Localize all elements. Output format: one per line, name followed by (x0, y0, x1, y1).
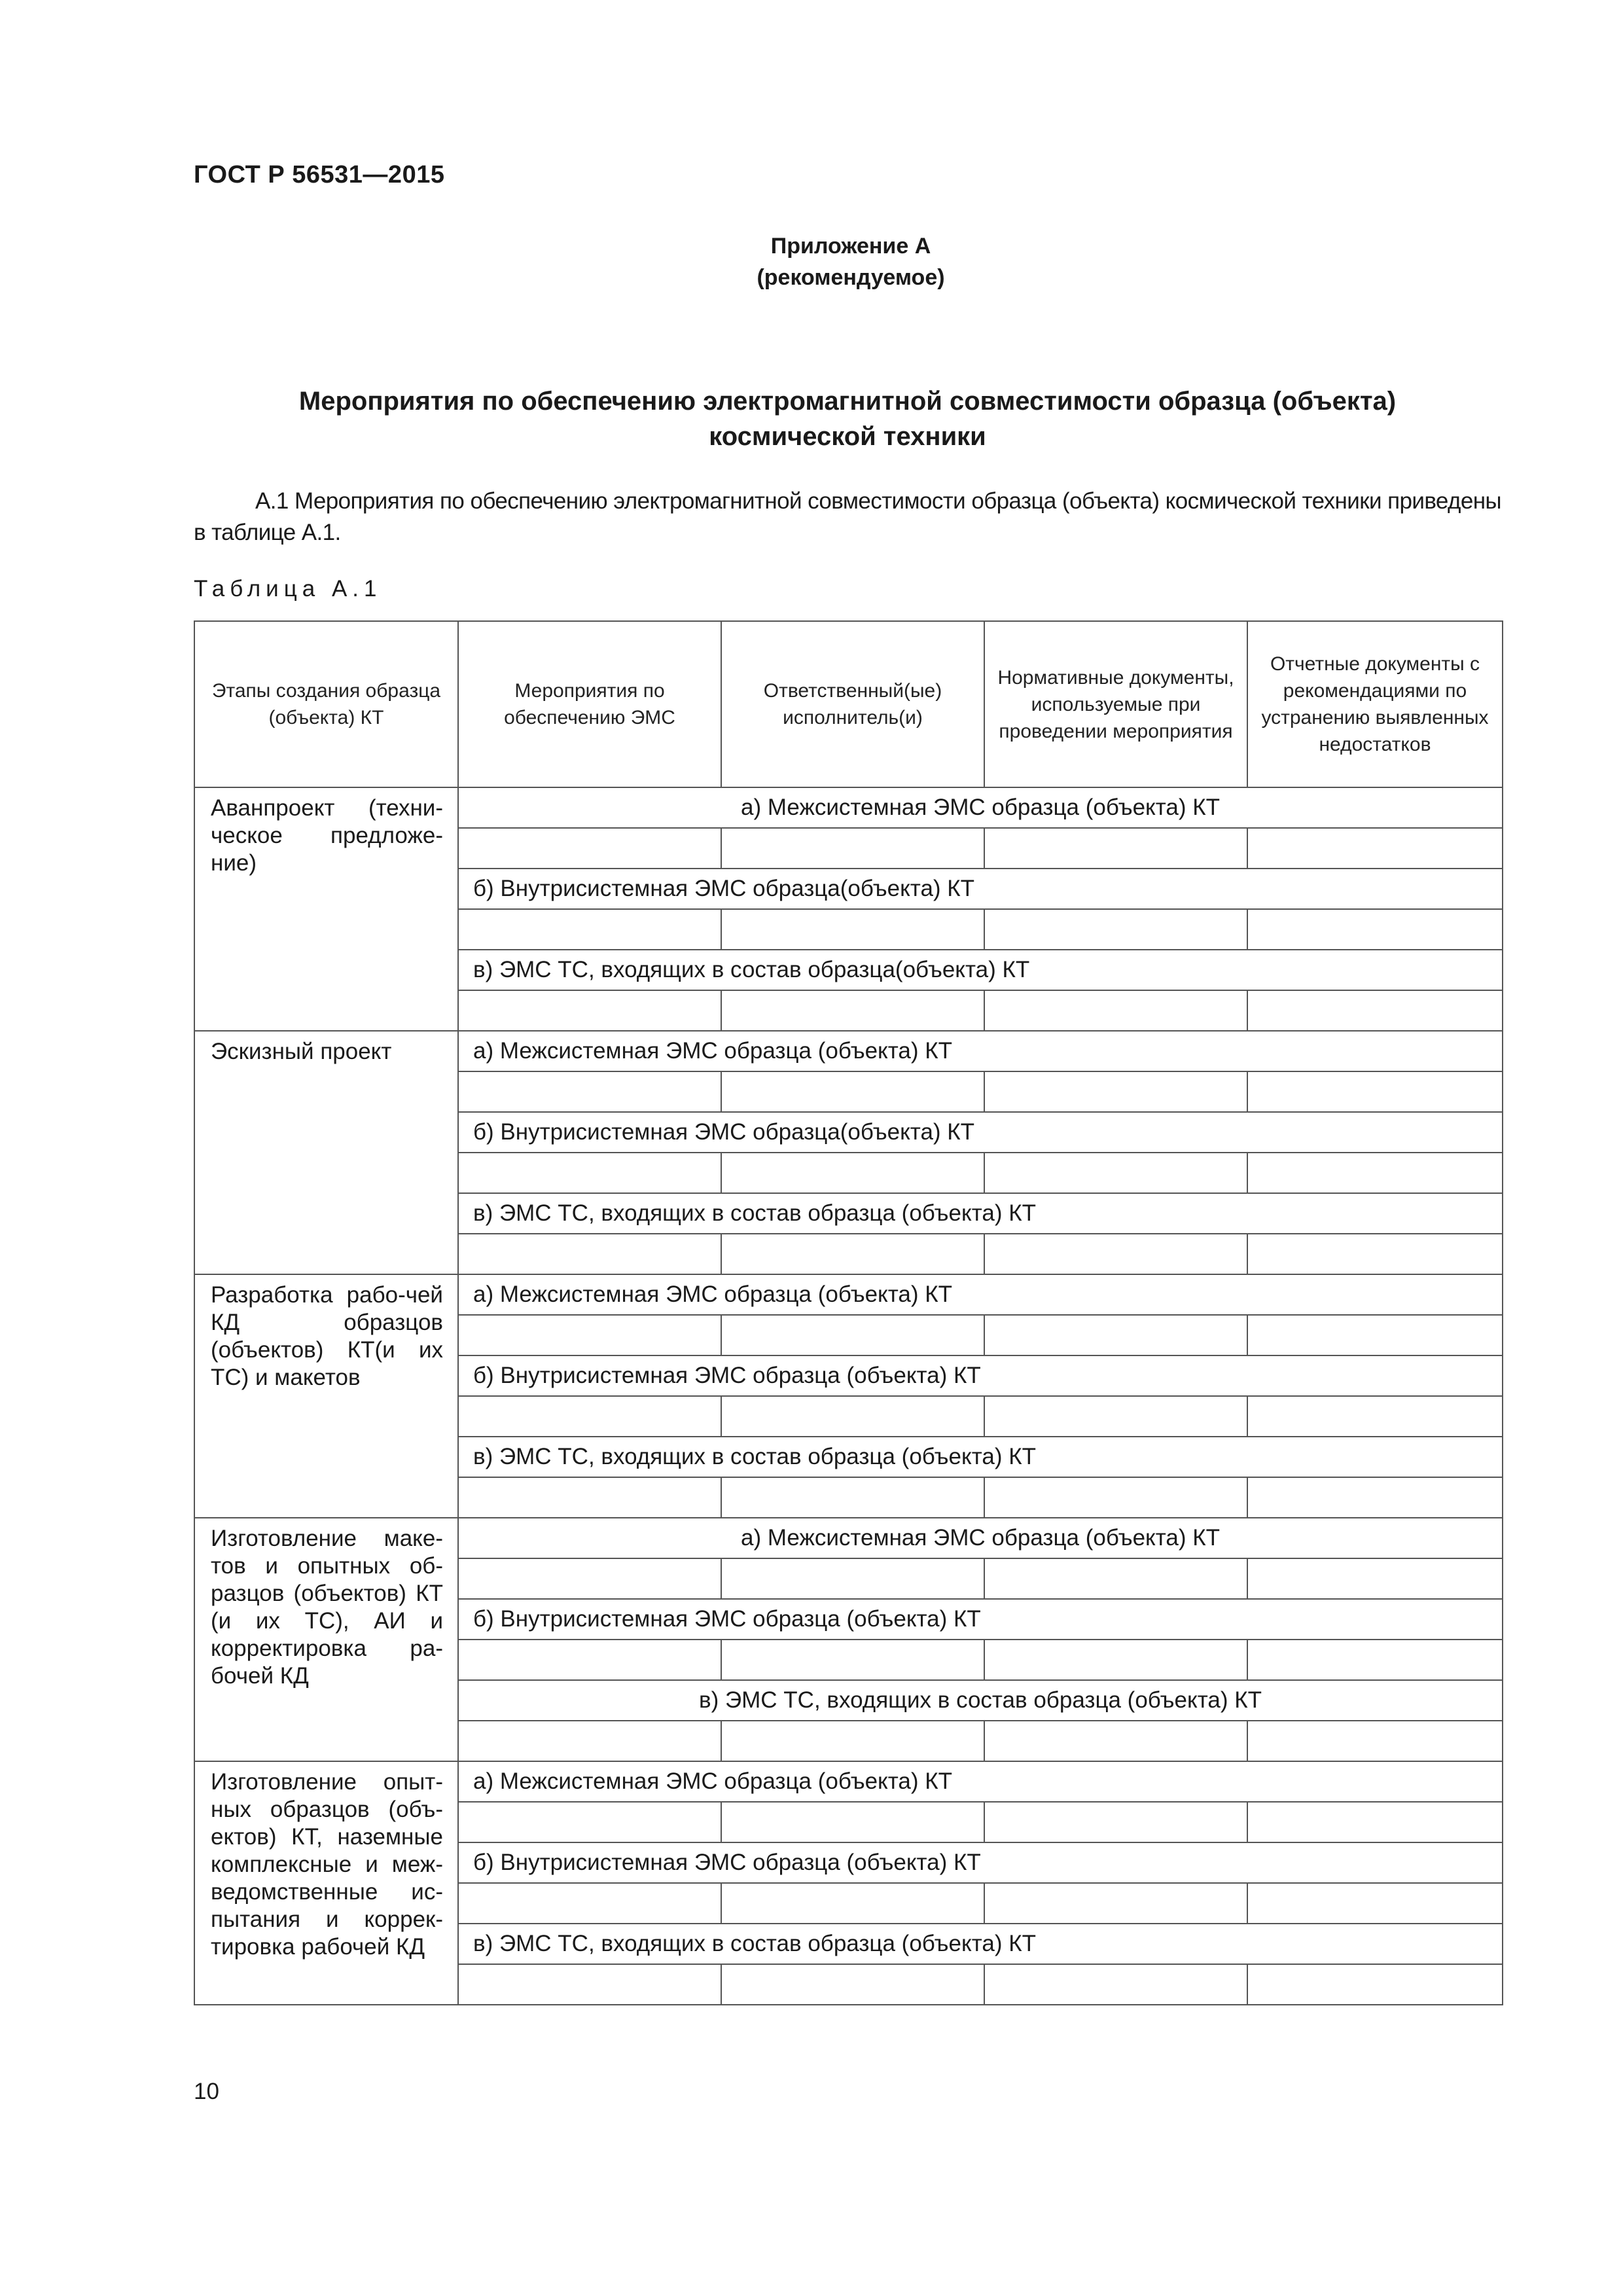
section-heading: а) Межсистемная ЭМС образца (объекта) КТ (458, 1031, 1503, 1071)
document-code: ГОСТ Р 56531—2015 (194, 161, 445, 188)
empty-cell (1247, 1802, 1503, 1842)
empty-cell (984, 1721, 1247, 1761)
empty-cell (458, 1640, 721, 1680)
stage-name: Изготовление опыт-ных образцов (объ-ектов) КТ, наземные комплексные и меж-ведомственные ис-пытания и коррек-тировка рабочей КД (211, 1769, 443, 1960)
empty-cell (984, 1477, 1247, 1518)
stage-cell (194, 1518, 458, 1761)
section-heading: а) Межсистемная ЭМС образца (объекта) КТ (458, 1274, 1503, 1315)
empty-cell (721, 1640, 984, 1680)
empty-cell (1247, 1883, 1503, 1924)
section-heading: в) ЭМС ТС, входящих в состав образца (объекта) КТ (458, 1193, 1503, 1234)
section-row (194, 1761, 1503, 1802)
empty-cell (721, 1964, 984, 2005)
empty-cell (1247, 1153, 1503, 1193)
empty-cell (1247, 1315, 1503, 1355)
section-row (194, 1518, 1503, 1558)
section-heading: в) ЭМС ТС, входящих в состав образца (объекта) КТ (458, 1437, 1503, 1477)
empty-cell (1247, 990, 1503, 1031)
empty-cell (1247, 1558, 1503, 1599)
annex-status: (рекомендуемое) (757, 265, 945, 290)
empty-cell (458, 1396, 721, 1437)
empty-cell (984, 990, 1247, 1031)
empty-cell (1247, 1071, 1503, 1112)
stage-name: Эскизный проект (211, 1039, 392, 1064)
empty-cell (458, 909, 721, 950)
empty-cell (984, 1802, 1247, 1842)
empty-cell (1247, 828, 1503, 869)
table-header-row (194, 621, 1503, 787)
empty-cell (1247, 1640, 1503, 1680)
empty-cell (721, 1153, 984, 1193)
document-title (194, 384, 1501, 454)
empty-cell (721, 909, 984, 950)
empty-cell (458, 1153, 721, 1193)
title-line-2: космической техники (709, 422, 986, 451)
empty-cell (721, 1315, 984, 1355)
empty-cell (984, 1071, 1247, 1112)
empty-cell (458, 1964, 721, 2005)
stage-name: Аванпроект (техни-ческое предложе-ние) (211, 795, 443, 876)
annex-title: Приложение А (770, 234, 931, 259)
empty-cell (721, 1721, 984, 1761)
empty-cell (458, 1071, 721, 1112)
section-heading: б) Внутрисистемная ЭМС образца (объекта) КТ (458, 1355, 1503, 1396)
column-header-responsible: Ответственный(ые) исполнитель(и) (721, 621, 984, 787)
stage-cell (194, 1761, 458, 2005)
empty-cell (984, 828, 1247, 869)
empty-cell (984, 1964, 1247, 2005)
empty-cell (721, 1396, 984, 1437)
empty-cell (984, 1315, 1247, 1355)
empty-cell (458, 828, 721, 869)
section-heading: б) Внутрисистемная ЭМС образца (объекта) КТ (458, 1842, 1503, 1883)
empty-cell (458, 1721, 721, 1761)
annex-heading (0, 230, 1623, 293)
intro-paragraph-text: А.1 Мероприятия по обеспечению электромагнитной совместимости образца (объекта) космической техники приведены в таблице А.1. (194, 488, 1501, 545)
table-caption: Таблица А.1 (194, 576, 382, 601)
empty-cell (984, 1558, 1247, 1599)
section-heading: б) Внутрисистемная ЭМС образца (объекта) КТ (458, 1599, 1503, 1640)
section-heading: в) ЭМС ТС, входящих в состав образца (объекта) КТ (458, 1680, 1503, 1721)
stage-name: Разработка рабо-чей КД образцов (объектов) КТ(и их ТС) и макетов (211, 1282, 443, 1390)
section-row (194, 787, 1503, 828)
stage-cell (194, 1274, 458, 1518)
empty-cell (458, 1883, 721, 1924)
section-heading: а) Межсистемная ЭМС образца (объекта) КТ (458, 1518, 1503, 1558)
empty-cell (721, 828, 984, 869)
empty-cell (1247, 1477, 1503, 1518)
empty-cell (458, 990, 721, 1031)
empty-cell (984, 1234, 1247, 1274)
title-line-1: Мероприятия по обеспечению электромагнитной совместимости образца (объекта) (298, 387, 1397, 416)
empty-cell (721, 1234, 984, 1274)
column-header-normative-docs: Нормативные документы, используемые при проведении мероприятия (984, 621, 1247, 787)
empty-cell (721, 990, 984, 1031)
empty-cell (1247, 909, 1503, 950)
empty-cell (984, 1640, 1247, 1680)
section-row (194, 1274, 1503, 1315)
column-header-stages: Этапы создания образца (объекта) КТ (194, 621, 458, 787)
empty-cell (984, 909, 1247, 950)
page-number: 10 (194, 2079, 219, 2104)
section-heading: а) Межсистемная ЭМС образца (объекта) КТ (458, 787, 1503, 828)
empty-cell (721, 1071, 984, 1112)
empty-cell (458, 1234, 721, 1274)
empty-cell (1247, 1964, 1503, 2005)
column-header-measures: Мероприятия по обеспечению ЭМС (458, 621, 721, 787)
empty-cell (458, 1802, 721, 1842)
stage-cell (194, 1031, 458, 1274)
section-heading: б) Внутрисистемная ЭМС образца(объекта) КТ (458, 1112, 1503, 1153)
empty-cell (721, 1558, 984, 1599)
empty-cell (984, 1883, 1247, 1924)
empty-cell (721, 1477, 984, 1518)
ems-measures-table (194, 620, 1503, 2005)
stage-name: Изготовление маке-тов и опытных об-разцов (объектов) КТ (и их ТС), АИ и корректировка ра-бочей КД (211, 1526, 443, 1689)
section-row (194, 1031, 1503, 1071)
empty-cell (458, 1558, 721, 1599)
intro-paragraph (194, 486, 1501, 548)
empty-cell (721, 1883, 984, 1924)
section-heading: а) Межсистемная ЭМС образца (объекта) КТ (458, 1761, 1503, 1802)
column-header-report-docs: Отчетные документы с рекомендациями по устранению выявленных недостатков (1247, 621, 1503, 787)
empty-cell (1247, 1396, 1503, 1437)
empty-cell (458, 1315, 721, 1355)
empty-cell (721, 1802, 984, 1842)
empty-cell (458, 1477, 721, 1518)
empty-cell (1247, 1721, 1503, 1761)
section-heading: б) Внутрисистемная ЭМС образца(объекта) КТ (458, 869, 1503, 909)
empty-cell (984, 1153, 1247, 1193)
section-heading: в) ЭМС ТС, входящих в состав образца(объекта) КТ (458, 950, 1503, 990)
section-heading: в) ЭМС ТС, входящих в состав образца (объекта) КТ (458, 1924, 1503, 1964)
stage-cell (194, 787, 458, 1031)
empty-cell (984, 1396, 1247, 1437)
empty-cell (1247, 1234, 1503, 1274)
